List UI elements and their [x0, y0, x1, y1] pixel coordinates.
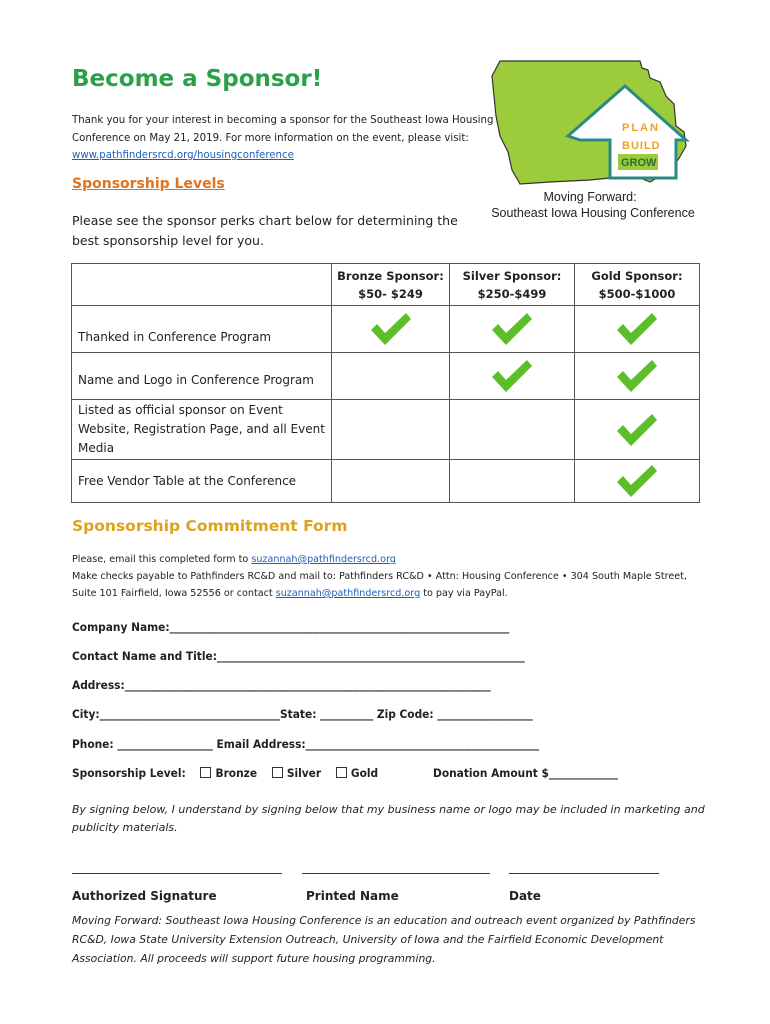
perk-label: Listed as official sponsor on Event Website, Registration Page, and all Event Media [72, 400, 332, 460]
contact-name-field[interactable]: Contact Name and Title:__________________________________________________________ [72, 649, 525, 663]
perk-label: Name and Logo in Conference Program [72, 353, 332, 400]
date-label: Date [509, 889, 541, 903]
table-header-row [72, 264, 700, 306]
perk-label: Thanked in Conference Program [72, 306, 332, 353]
check-cell [450, 400, 575, 460]
sponsor-perks-table [71, 263, 700, 503]
checkmark-icon [368, 310, 414, 348]
consent-statement: By signing below, I understand by signing below that my business name or logo may be included in marketing and publicity materials. [72, 803, 705, 834]
sponsorship-levels-heading: Sponsorship Levels [72, 176, 225, 192]
bronze-option[interactable]: Bronze [200, 766, 257, 780]
email-link-paypal[interactable]: suzannah@pathfindersrcd.org [275, 588, 421, 599]
header-bronze: Bronze Sponsor: $50- $249 [332, 264, 450, 306]
page-title: Become a Sponsor! [72, 66, 323, 92]
intro-paragraph [72, 112, 502, 165]
sponsorship-level-label: Sponsorship Level: [72, 766, 186, 780]
footer-note: Moving Forward: Southeast Iowa Housing Conference is an education and outreach event organized by Pathfinders RC&D, Iowa State University Extension Outreach, University of Iowa and the Fairfield Economic Development Association. All proceeds will support future housing programming. [72, 914, 696, 965]
phone-email-field[interactable]: Phone: __________________ Email Address:____________________________________________ [72, 737, 540, 751]
city-state-zip-field[interactable]: City:__________________________________State: __________ Zip Code: __________________ [72, 707, 533, 721]
perk-label: Free Vendor Table at the Conference [72, 460, 332, 503]
gold-option[interactable]: Gold [336, 766, 378, 780]
instructions-line1: Please, email this completed form to [72, 554, 252, 565]
logo-caption-line2: Southeast Iowa Housing Conference [491, 206, 695, 220]
check-cell [332, 353, 450, 400]
check-cell [575, 306, 700, 353]
sponsorship-level-row [72, 766, 378, 780]
check-cell [575, 460, 700, 503]
printed-name-label: Printed Name [306, 889, 399, 903]
table-row [72, 306, 700, 353]
logo-word-grow: GROW [621, 157, 657, 169]
checkmark-icon [614, 462, 660, 500]
silver-option[interactable]: Silver [272, 766, 321, 780]
logo-caption-line1: Moving Forward: [543, 190, 637, 204]
check-cell [450, 460, 575, 503]
checkmark-icon [614, 411, 660, 449]
header-silver: Silver Sponsor: $250-$499 [450, 264, 575, 306]
checkmark-icon [489, 357, 535, 395]
logo-word-build: BUILD [622, 140, 661, 152]
signature-label: Authorized Signature [72, 889, 217, 903]
check-cell [575, 400, 700, 460]
checkbox-icon[interactable] [272, 767, 283, 778]
email-link[interactable]: suzannah@pathfindersrcd.org [251, 554, 396, 565]
sponsorship-levels-text: Please see the sponsor perks chart below for determining the best sponsorship level for you. [72, 213, 458, 248]
check-cell [450, 306, 575, 353]
checkmark-icon [614, 357, 660, 395]
check-cell [332, 460, 450, 503]
logo-word-plan: PLAN [622, 122, 660, 134]
checkbox-icon[interactable] [336, 767, 347, 778]
table-row [72, 460, 700, 503]
donation-amount-field[interactable]: Donation Amount $_____________ [433, 766, 618, 780]
instructions-line2-suffix: to pay via PayPal. [420, 588, 508, 599]
check-cell [450, 353, 575, 400]
printed-name-line[interactable] [302, 873, 490, 874]
instructions-line2: Make checks payable to Pathfinders RC&D and mail to: Pathfinders RC&D • Attn: Housing Conference • 304 South Maple Street, Suite 101 Fairfield, Iowa 52556 or contact [72, 571, 687, 599]
date-line[interactable] [509, 873, 659, 874]
company-name-field[interactable]: Company Name:________________________________________________________________ [72, 620, 510, 634]
check-cell [332, 400, 450, 460]
commitment-form-heading: Sponsorship Commitment Form [72, 517, 348, 535]
check-cell [575, 353, 700, 400]
check-cell [332, 306, 450, 353]
checkbox-icon[interactable] [200, 767, 211, 778]
table-row [72, 400, 700, 460]
conference-link[interactable]: www.pathfindersrcd.org/housingconference [72, 150, 294, 161]
iowa-house-logo [490, 56, 710, 186]
header-gold: Gold Sponsor: $500-$1000 [575, 264, 700, 306]
checkmark-icon [489, 310, 535, 348]
checkmark-icon [614, 310, 660, 348]
commitment-instructions [72, 551, 702, 602]
signature-line[interactable] [72, 873, 282, 874]
intro-text: Thank you for your interest in becoming a sponsor for the Southeast Iowa Housing Conference on May 21, 2019. For more information on the event, please visit: [72, 115, 494, 144]
header-empty-cell [72, 264, 332, 306]
table-row [72, 353, 700, 400]
address-field[interactable]: Address:_____________________________________________________________________ [72, 678, 491, 692]
